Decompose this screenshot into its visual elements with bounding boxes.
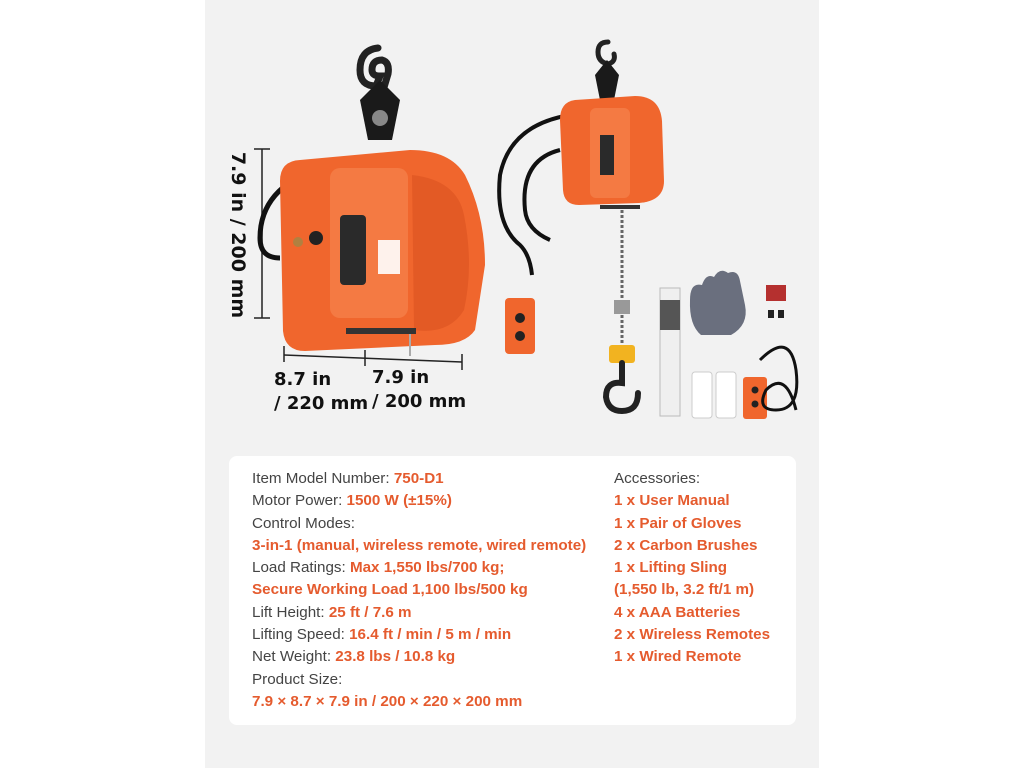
height-dimension-label: 7.9 in / 200 mm [227, 151, 250, 319]
width-dimension-label: 7.9 in / 200 mm [372, 367, 467, 412]
accessories-title: Accessories: [614, 470, 701, 487]
accessory-item: 1 x Pair of Gloves [614, 514, 742, 532]
spec-lift-speed: Lifting Speed: 16.4 ft / min / 5 m / min [252, 626, 512, 644]
gloves [690, 271, 746, 335]
spec-size-value: 7.9 × 8.7 × 7.9 in / 200 × 220 × 200 mm [252, 692, 523, 710]
accessory-item: 1 x Wired Remote [614, 648, 742, 666]
spec-model: Item Model Number: 750-D1 [252, 470, 444, 487]
accessory-item: 1 x User Manual [614, 492, 730, 510]
spec-motor: Motor Power: 1500 W (±15%) [252, 492, 452, 510]
spec-size-label: Product Size: [252, 670, 343, 688]
hanging-hoist [499, 42, 664, 411]
accessory-item: (1,550 lb, 3.2 ft/1 m) [614, 581, 755, 599]
wireless-remote [716, 372, 736, 418]
spec-control-label: Control Modes: [252, 514, 355, 532]
main-hoist [260, 48, 485, 356]
spec-net-weight: Net Weight: 23.8 lbs / 10.8 kg [252, 648, 456, 666]
spec-load: Load Ratings: Max 1,550 lbs/700 kg; [252, 559, 505, 577]
carbon-brushes [768, 310, 774, 318]
accessory-item: 4 x AAA Batteries [614, 603, 741, 621]
spec-control-value: 3-in-1 (manual, wireless remote, wired remote) [252, 536, 587, 554]
wired-remote-cable [499, 115, 570, 275]
accessory-item: 2 x Carbon Brushes [614, 536, 758, 554]
wired-remote [505, 298, 535, 354]
top-hook-icon [598, 42, 614, 64]
accessory-item: 2 x Wireless Remotes [614, 626, 771, 644]
batteries [766, 285, 786, 301]
accessories-list [614, 468, 794, 669]
wireless-remote [692, 372, 712, 418]
spec-lift-height: Lift Height: 25 ft / 7.6 m [252, 603, 412, 621]
spec-list [252, 468, 612, 713]
depth-dimension-label: 8.7 in / 220 mm [274, 369, 369, 414]
load-hook-icon [606, 363, 638, 411]
spec-card [229, 456, 796, 725]
spec-load-line2: Secure Working Load 1,100 lbs/500 kg [252, 581, 528, 599]
accessories-illustration [660, 271, 797, 419]
accessory-item: 1 x Lifting Sling [614, 559, 728, 577]
